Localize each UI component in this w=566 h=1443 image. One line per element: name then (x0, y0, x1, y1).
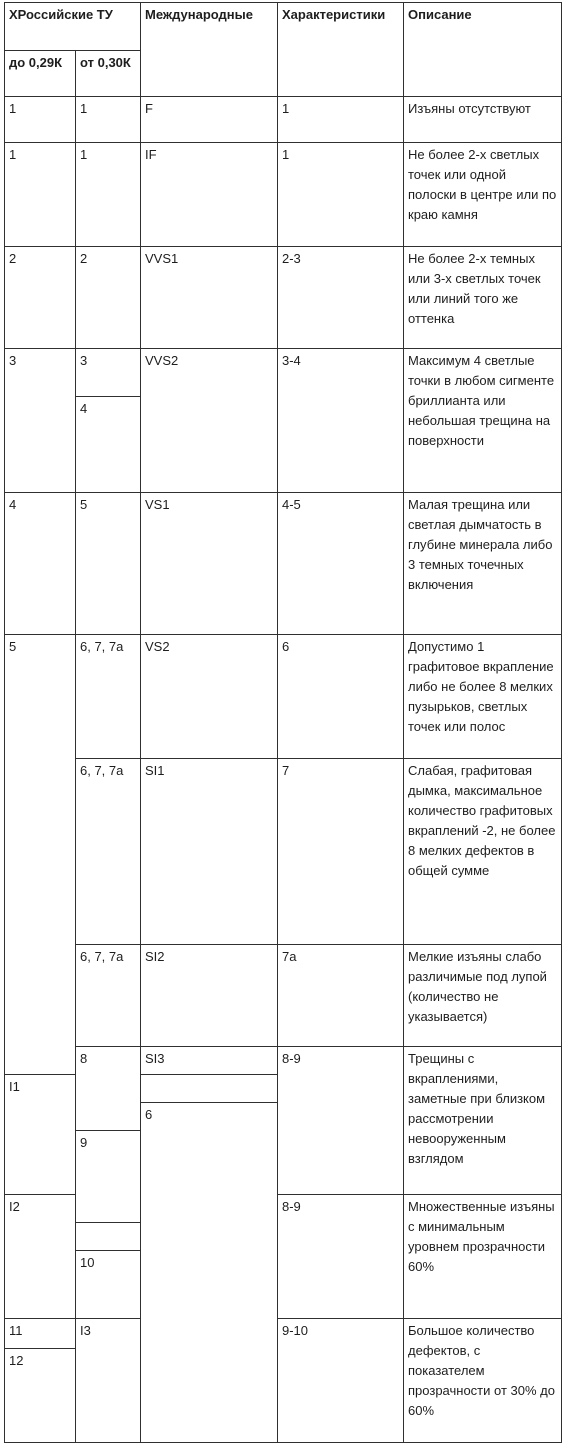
cell-russian-from: 6, 7, 7а (76, 635, 141, 759)
cell-russian-from: 8 (76, 1047, 141, 1131)
cell-russian-from: 10 (76, 1251, 141, 1319)
cell-characteristics: 2-3 (278, 247, 404, 349)
cell-description: Слабая, графитовая дымка, максимальное количество графитовых вкраплений -2, не более 8 мелких дефектов в общей сумме (404, 759, 562, 945)
cell-international: VS2 (141, 635, 278, 759)
table-row (5, 349, 562, 397)
cell-description: Множественные изъяны с минимальным уровнем прозрачности 60% (404, 1195, 562, 1319)
cell-russian-up-to: 1 (5, 143, 76, 247)
cell-description: Мелкие изъяны слабо различимые под лупой (количество не указывается) (404, 945, 562, 1047)
cell-russian-from: 11 (5, 1319, 76, 1349)
cell-international: I1 (5, 1075, 76, 1195)
table-row (5, 143, 562, 247)
cell-international: I2 (5, 1195, 76, 1319)
cell-characteristics: 4-5 (278, 493, 404, 635)
table-row (5, 759, 562, 945)
header-russian-tu: ХРоссийские ТУ (5, 3, 141, 51)
cell-international: SI1 (141, 759, 278, 945)
cell-characteristics: 8-9 (278, 1047, 404, 1195)
cell-russian-up-to: 4 (5, 493, 76, 635)
cell-russian-up-to: 2 (5, 247, 76, 349)
table-row (5, 247, 562, 349)
cell-characteristics: 3-4 (278, 349, 404, 493)
cell-russian-from: 2 (76, 247, 141, 349)
cell-characteristics: 7 (278, 759, 404, 945)
cell-russian-from: 6, 7, 7а (76, 945, 141, 1047)
clarity-table (4, 2, 562, 1443)
cell-description: Не более 2-х темных или 3-х светлых точек или линий того же оттенка (404, 247, 562, 349)
cell-russian-up-to: 6 (141, 1103, 278, 1443)
cell-characteristics: 7а (278, 945, 404, 1047)
header-up-to: до 0,29К (5, 51, 76, 97)
cell-characteristics: 1 (278, 97, 404, 143)
cell-russian-from: 6, 7, 7а (76, 759, 141, 945)
table-row (5, 1047, 562, 1075)
header-international: Международные (141, 3, 278, 97)
cell-international: F (141, 97, 278, 143)
cell-description: Допустимо 1 графитовое вкрапление либо не более 8 мелких пузырьков, светлых точек или полос (404, 635, 562, 759)
cell-description: Трещины с вкраплениями, заметные при близком рассмотрении невооруженным взглядом (404, 1047, 562, 1195)
cell-international: I3 (76, 1319, 141, 1443)
cell-international: VVS1 (141, 247, 278, 349)
header-description: Описание (404, 3, 562, 97)
cell-russian-from (76, 1223, 141, 1251)
table-row (5, 945, 562, 1047)
cell-russian-up-to: 3 (5, 349, 76, 493)
cell-international: VS1 (141, 493, 278, 635)
cell-russian-up-to: 1 (5, 97, 76, 143)
cell-russian-from: 1 (76, 143, 141, 247)
header-from: от 0,30К (76, 51, 141, 97)
cell-characteristics: 9-10 (278, 1319, 404, 1443)
cell-description: Изъяны отсутствуют (404, 97, 562, 143)
cell-description: Малая трещина или светлая дымчатость в глубине минерала либо 3 темных точечных включения (404, 493, 562, 635)
cell-russian-from: 12 (5, 1349, 76, 1443)
header-row (5, 3, 562, 51)
table-row (5, 493, 562, 635)
cell-international: SI2 (141, 945, 278, 1047)
table-row (5, 1319, 562, 1349)
cell-description: Не более 2-х светлых точек или одной полоски в центре или по краю камня (404, 143, 562, 247)
cell-characteristics: 6 (278, 635, 404, 759)
cell-russian-from: 3 (76, 349, 141, 397)
table-row (5, 97, 562, 143)
header-characteristics: Характеристики (278, 3, 404, 97)
cell-russian-up-to: 5 (5, 635, 76, 1075)
cell-description: Максимум 4 светлые точки в любом сигменте бриллианта или небольшая трещина на поверхности (404, 349, 562, 493)
cell-international: IF (141, 143, 278, 247)
cell-characteristics: 1 (278, 143, 404, 247)
cell-characteristics: 8-9 (278, 1195, 404, 1319)
cell-russian-from: 5 (76, 493, 141, 635)
cell-international: VVS2 (141, 349, 278, 493)
cell-description: Большое количество дефектов, с показателем прозрачности от 30% до 60% (404, 1319, 562, 1443)
table-row (5, 635, 562, 759)
cell-russian-from: 4 (76, 397, 141, 493)
cell-russian-from: 1 (76, 97, 141, 143)
cell-russian-from: 9 (76, 1131, 141, 1223)
cell-international: SI3 (141, 1047, 278, 1075)
